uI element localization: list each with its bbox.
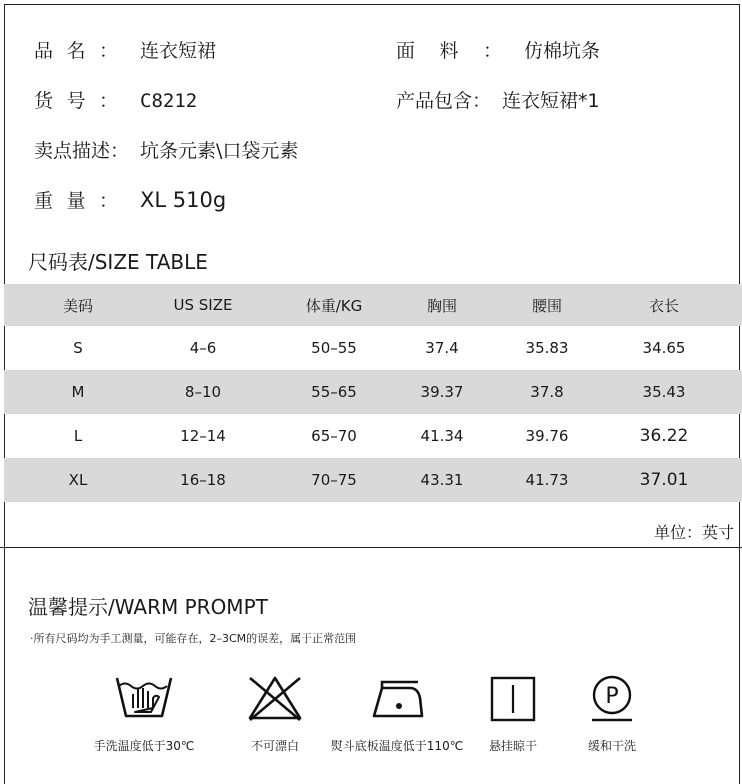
header-cell: 腰围: [531, 296, 563, 315]
table-cell: 35.83: [525, 339, 569, 357]
info-package: [396, 86, 600, 113]
name-value: 连衣短裙: [140, 40, 217, 62]
info-weight: [34, 186, 226, 213]
table-cell: 70–75: [311, 471, 357, 489]
sku-value: C8212: [140, 90, 198, 112]
table-row: [4, 414, 742, 458]
table-cell: 8–10: [184, 383, 222, 401]
selling-value: 坑条元素\口袋元素: [140, 140, 299, 162]
table-cell: M: [71, 383, 85, 401]
table-cell: 35.43: [642, 383, 686, 401]
info-selling: [34, 136, 298, 163]
table-cell: 39.37: [420, 383, 464, 401]
hang-dry-icon: [482, 672, 544, 724]
table-cell: 34.65: [642, 339, 686, 357]
info-fabric: [396, 36, 600, 63]
table-cell: 12–14: [180, 427, 226, 445]
hand-wash-icon: [113, 672, 175, 724]
table-cell: 65–70: [311, 427, 357, 445]
header-cell: US SIZE: [173, 296, 233, 314]
iron-icon: [366, 672, 428, 724]
table-cell: 37.8: [530, 383, 564, 401]
svg-text:P: P: [605, 684, 619, 709]
table-cell: 39.76: [525, 427, 569, 445]
table-cell: 55–65: [311, 383, 357, 401]
prompt-title: 温馨提示/WARM PROMPT: [28, 595, 268, 619]
package-value: 连衣短裙*1: [502, 90, 600, 112]
package-label: 产品包含：: [396, 90, 492, 112]
table-cell: 37.4: [425, 339, 459, 357]
size-table-title: 尺码表/SIZE TABLE: [28, 250, 208, 274]
care-hand-wash: [86, 672, 202, 754]
care-label: 不可漂白: [250, 739, 299, 753]
table-row: [4, 458, 742, 502]
care-gentle-dry-clean: [576, 672, 648, 754]
table-cell: 16–18: [180, 471, 226, 489]
section-divider: [0, 547, 742, 548]
table-cell: S: [73, 339, 83, 357]
table-cell: 43.31: [420, 471, 464, 489]
fabric-label: 面料：: [396, 40, 502, 62]
table-row: [4, 326, 742, 370]
selling-label: 卖点描述：: [34, 140, 130, 162]
care-label: 手洗温度低于30℃: [93, 739, 195, 753]
weight-label: 重量：: [34, 190, 118, 212]
table-cell: 37.01: [639, 470, 689, 490]
table-row: [4, 370, 742, 414]
info-name: [34, 36, 216, 63]
header-cell: 衣长: [648, 296, 680, 315]
table-cell: 4–6: [189, 339, 217, 357]
weight-value: XL 510g: [140, 188, 227, 212]
table-cell: 50–55: [311, 339, 357, 357]
table-cell: 36.22: [639, 426, 689, 446]
table-cell: 41.73: [525, 471, 569, 489]
gentle-dry-clean-icon: [581, 672, 643, 724]
care-label: 缓和干洗: [587, 739, 636, 753]
info-sku: [34, 86, 197, 113]
measurement-note: ·所有尺码均为手工测量，可能存在，2–3CM的误差，属于正常范围: [30, 632, 357, 645]
name-label: 品名：: [34, 40, 118, 62]
care-label: 熨斗底板温度低于110℃: [330, 739, 464, 753]
fabric-value: 仿棉坑条: [524, 40, 601, 62]
unit-note: 单位：英寸: [653, 523, 734, 542]
no-bleach-icon: [244, 672, 306, 724]
table-cell: 41.34: [420, 427, 464, 445]
size-table: [4, 284, 742, 502]
table-cell: L: [73, 427, 83, 445]
care-hang-dry: [476, 672, 550, 754]
sku-label: 货号：: [34, 90, 118, 112]
care-label: 悬挂晾干: [488, 739, 537, 753]
header-cell: 体重/KG: [305, 296, 363, 315]
care-iron: [326, 672, 468, 754]
header-cell: 美码: [62, 296, 94, 315]
table-header-row: [4, 284, 742, 326]
care-no-bleach: [226, 672, 324, 754]
header-cell: 胸围: [426, 296, 458, 315]
table-cell: XL: [68, 471, 88, 489]
